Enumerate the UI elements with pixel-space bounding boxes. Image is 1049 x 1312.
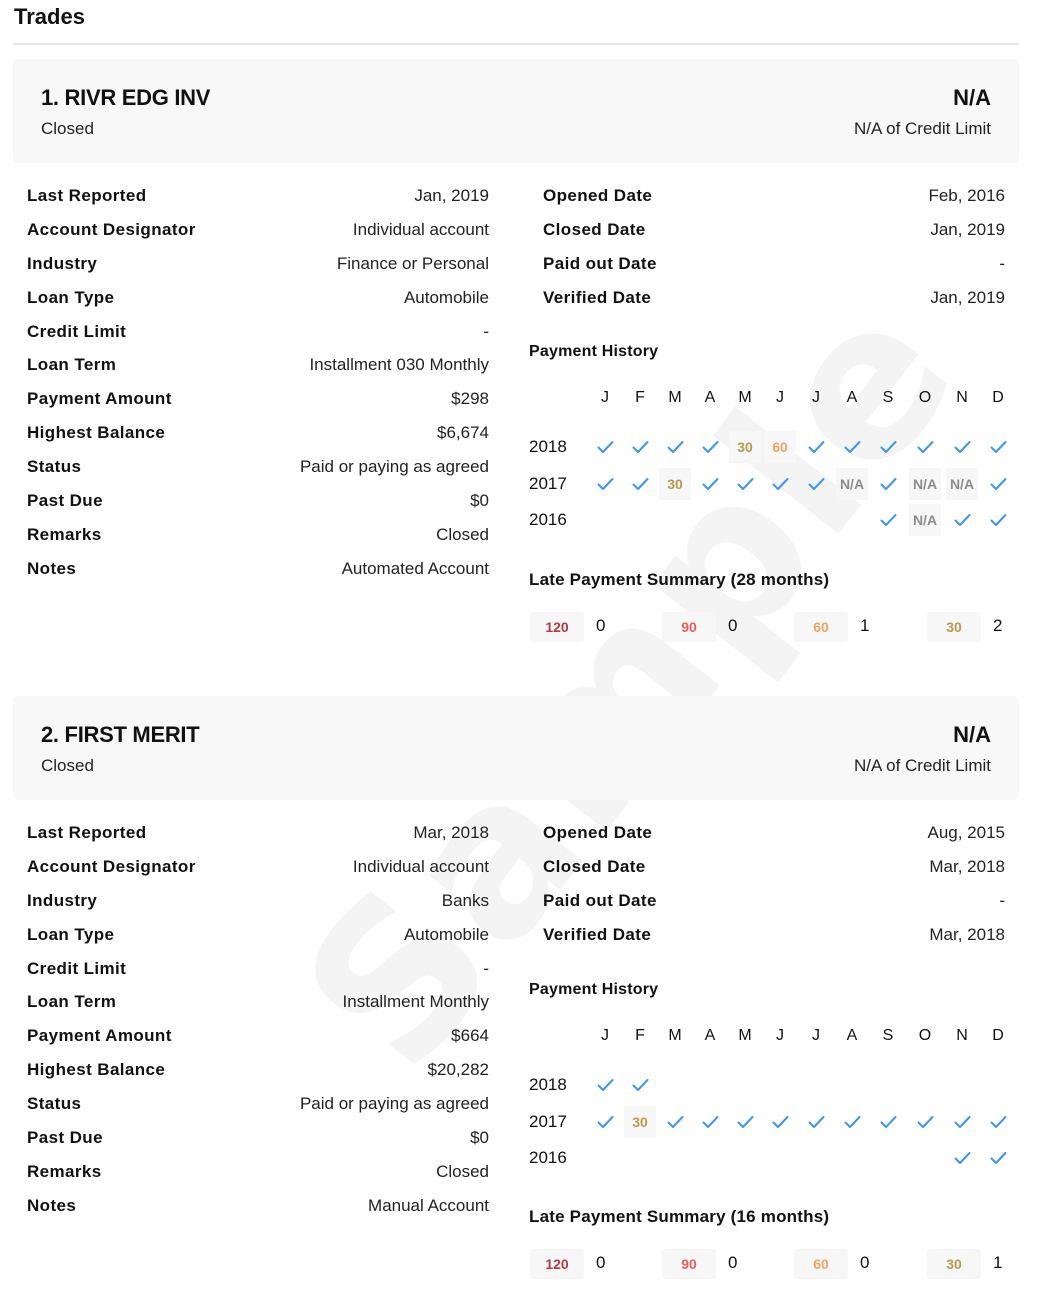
year-label: 2017 bbox=[529, 1111, 567, 1131]
late-days-badge: 60 bbox=[794, 612, 848, 642]
no-data-cell: N/A bbox=[946, 468, 978, 500]
late-60-cell: 60 bbox=[764, 431, 796, 463]
late-count: 2 bbox=[993, 616, 1003, 635]
late-30-cell: 30 bbox=[729, 431, 761, 463]
check-icon bbox=[880, 513, 897, 527]
detail-value: Closed bbox=[436, 524, 489, 544]
check-icon bbox=[880, 477, 897, 491]
check-icon bbox=[917, 440, 934, 454]
month-label: M bbox=[738, 389, 752, 406]
late-payment-summary-title: Late Payment Summary (16 months) bbox=[529, 1207, 830, 1226]
late-days-badge: 90 bbox=[662, 1249, 716, 1279]
detail-label: Past Due bbox=[27, 1127, 103, 1147]
detail-row bbox=[27, 850, 489, 884]
payment-history-row bbox=[529, 429, 1009, 465]
detail-value: $0 bbox=[470, 1127, 489, 1147]
detail-value: Installment Monthly bbox=[342, 992, 489, 1012]
payment-history-row bbox=[529, 1067, 1009, 1103]
detail-value: $664 bbox=[451, 1026, 489, 1046]
date-details bbox=[543, 179, 1005, 315]
late-30-cell: 30 bbox=[659, 468, 691, 500]
detail-row bbox=[27, 1053, 489, 1087]
detail-row bbox=[27, 918, 489, 952]
late-days-badge: 30 bbox=[927, 612, 981, 642]
month-label: O bbox=[918, 1027, 932, 1044]
detail-label: Industry bbox=[27, 890, 98, 910]
check-icon bbox=[772, 477, 789, 491]
detail-value: - bbox=[483, 958, 489, 978]
detail-value: Individual account bbox=[352, 856, 489, 876]
paid-on-time-cell bbox=[624, 431, 656, 463]
check-icon bbox=[917, 1115, 934, 1129]
detail-value: - bbox=[483, 321, 489, 341]
year-label: 2018 bbox=[529, 437, 567, 456]
late-days-badge: 120 bbox=[530, 612, 584, 642]
check-icon bbox=[808, 440, 825, 454]
month-label: D bbox=[992, 1027, 1004, 1044]
detail-label: Last Reported bbox=[27, 185, 147, 205]
year-label: 2016 bbox=[529, 510, 567, 529]
check-icon bbox=[880, 440, 897, 454]
late-count: 0 bbox=[596, 616, 606, 635]
trade-status: Closed bbox=[41, 119, 94, 138]
check-icon bbox=[597, 477, 614, 491]
check-icon bbox=[772, 1115, 789, 1129]
trade-balance: N/A bbox=[953, 85, 991, 110]
paid-on-time-cell bbox=[800, 431, 832, 463]
trade-name: 1. RIVR EDG INV bbox=[41, 85, 211, 110]
check-icon bbox=[632, 440, 649, 454]
detail-row bbox=[27, 484, 489, 518]
late-days-badge: 90 bbox=[662, 612, 716, 642]
detail-label: Paid out Date bbox=[543, 253, 657, 273]
detail-label: Payment Amount bbox=[27, 1026, 172, 1046]
title-divider bbox=[13, 43, 1019, 45]
month-label: F bbox=[635, 1027, 645, 1044]
paid-on-time-cell bbox=[982, 1142, 1014, 1174]
paid-on-time-cell bbox=[659, 1106, 691, 1138]
detail-value: Jan, 2019 bbox=[930, 219, 1005, 239]
detail-row bbox=[543, 213, 1005, 247]
late-count: 0 bbox=[728, 1253, 738, 1272]
detail-row bbox=[27, 1155, 489, 1189]
trade-status: Closed bbox=[41, 756, 94, 775]
paid-on-time-cell bbox=[982, 431, 1014, 463]
detail-label: Closed Date bbox=[543, 856, 646, 876]
late-payment-summary bbox=[530, 612, 1010, 644]
check-icon bbox=[954, 440, 971, 454]
paid-on-time-cell bbox=[729, 468, 761, 500]
paid-on-time-cell bbox=[800, 468, 832, 500]
trade-name: 2. FIRST MERIT bbox=[41, 722, 200, 747]
month-header bbox=[529, 389, 1009, 411]
detail-value: Paid or paying as agreed bbox=[299, 1094, 489, 1114]
detail-row bbox=[27, 179, 489, 213]
check-icon bbox=[702, 1115, 719, 1129]
detail-label: Credit Limit bbox=[27, 321, 127, 341]
month-label: J bbox=[812, 389, 820, 406]
detail-row bbox=[543, 850, 1005, 884]
detail-row bbox=[27, 1087, 489, 1121]
detail-value: Mar, 2018 bbox=[929, 856, 1005, 876]
month-label: A bbox=[846, 1027, 858, 1044]
paid-on-time-cell bbox=[659, 431, 691, 463]
trade-credit-limit: N/A of Credit Limit bbox=[854, 756, 991, 775]
detail-label: Closed Date bbox=[543, 219, 646, 239]
month-label: J bbox=[601, 389, 609, 406]
detail-label: Highest Balance bbox=[27, 1060, 166, 1080]
check-icon bbox=[990, 1151, 1007, 1165]
check-icon bbox=[954, 1115, 971, 1129]
paid-on-time-cell bbox=[946, 504, 978, 536]
check-icon bbox=[954, 513, 971, 527]
check-icon bbox=[990, 477, 1007, 491]
detail-row bbox=[27, 1189, 489, 1223]
detail-row bbox=[27, 518, 489, 552]
late-payment-summary bbox=[530, 1249, 1010, 1281]
trade-card bbox=[13, 59, 1019, 659]
paid-on-time-cell bbox=[589, 431, 621, 463]
detail-row bbox=[543, 884, 1005, 918]
detail-row bbox=[543, 281, 1005, 315]
paid-on-time-cell bbox=[624, 1069, 656, 1101]
detail-label: Account Designator bbox=[27, 856, 196, 876]
detail-row bbox=[27, 952, 489, 986]
month-label: D bbox=[992, 389, 1004, 406]
detail-value: Banks bbox=[441, 890, 489, 910]
detail-value: $20,282 bbox=[427, 1060, 489, 1080]
paid-on-time-cell bbox=[836, 431, 868, 463]
month-label: A bbox=[846, 389, 858, 406]
detail-label: Loan Term bbox=[27, 355, 117, 375]
detail-value: $6,674 bbox=[437, 423, 489, 443]
check-icon bbox=[702, 477, 719, 491]
no-data-cell: N/A bbox=[909, 468, 941, 500]
detail-value: Automated Account bbox=[341, 558, 489, 578]
detail-value: Individual account bbox=[352, 219, 489, 239]
late-count: 1 bbox=[860, 616, 870, 635]
month-header bbox=[529, 1027, 1009, 1049]
payment-history-row bbox=[529, 1104, 1009, 1140]
check-icon bbox=[667, 440, 684, 454]
detail-value: Automobile bbox=[403, 924, 489, 944]
year-label: 2017 bbox=[529, 473, 567, 493]
month-label: J bbox=[776, 1027, 784, 1044]
paid-on-time-cell bbox=[982, 1106, 1014, 1138]
detail-label: Loan Term bbox=[27, 992, 117, 1012]
detail-value: Aug, 2015 bbox=[927, 822, 1005, 842]
detail-label: Loan Type bbox=[27, 924, 115, 944]
detail-value: Paid or paying as agreed bbox=[299, 457, 489, 477]
detail-label: Verified Date bbox=[543, 924, 652, 944]
paid-on-time-cell bbox=[589, 1106, 621, 1138]
detail-label: Highest Balance bbox=[27, 423, 166, 443]
detail-label: Notes bbox=[27, 558, 77, 578]
detail-row bbox=[27, 1019, 489, 1053]
detail-value: $0 bbox=[470, 490, 489, 510]
paid-on-time-cell bbox=[872, 504, 904, 536]
detail-label: Account Designator bbox=[27, 219, 196, 239]
detail-label: Loan Type bbox=[27, 287, 115, 307]
paid-on-time-cell bbox=[982, 468, 1014, 500]
late-days-badge: 60 bbox=[794, 1249, 848, 1279]
detail-value: - bbox=[999, 890, 1005, 910]
detail-label: Verified Date bbox=[543, 287, 652, 307]
detail-label: Last Reported bbox=[27, 822, 147, 842]
check-icon bbox=[844, 1115, 861, 1129]
paid-on-time-cell bbox=[694, 468, 726, 500]
year-label: 2018 bbox=[529, 1075, 567, 1094]
month-label: N bbox=[956, 389, 968, 406]
month-label: O bbox=[918, 389, 932, 406]
payment-history-row bbox=[529, 1140, 1009, 1176]
month-label: A bbox=[704, 389, 716, 406]
check-icon bbox=[990, 440, 1007, 454]
trade-balance: N/A bbox=[953, 722, 991, 747]
trade-credit-limit: N/A of Credit Limit bbox=[854, 119, 991, 138]
check-icon bbox=[880, 1115, 897, 1129]
year-label: 2016 bbox=[529, 1148, 567, 1167]
detail-row bbox=[27, 382, 489, 416]
detail-row bbox=[27, 884, 489, 918]
detail-value: Manual Account bbox=[368, 1195, 489, 1215]
late-count: 0 bbox=[596, 1253, 606, 1272]
check-icon bbox=[597, 1078, 614, 1092]
check-icon bbox=[737, 477, 754, 491]
detail-value: Automobile bbox=[403, 287, 489, 307]
check-icon bbox=[990, 513, 1007, 527]
payment-history-title: Payment History bbox=[529, 981, 659, 998]
detail-label: Opened Date bbox=[543, 822, 653, 842]
detail-label: Opened Date bbox=[543, 185, 653, 205]
paid-on-time-cell bbox=[836, 1106, 868, 1138]
paid-on-time-cell bbox=[909, 1106, 941, 1138]
detail-row bbox=[543, 179, 1005, 213]
month-label: S bbox=[882, 1027, 894, 1044]
detail-value: Jan, 2019 bbox=[414, 185, 489, 205]
detail-label: Notes bbox=[27, 1195, 77, 1215]
month-label: M bbox=[668, 389, 682, 406]
check-icon bbox=[808, 1115, 825, 1129]
paid-on-time-cell bbox=[872, 1106, 904, 1138]
detail-row bbox=[543, 247, 1005, 281]
month-label: S bbox=[882, 389, 894, 406]
paid-on-time-cell bbox=[872, 431, 904, 463]
detail-row bbox=[27, 416, 489, 450]
detail-row bbox=[543, 918, 1005, 952]
late-30-cell: 30 bbox=[624, 1106, 656, 1138]
paid-on-time-cell bbox=[946, 431, 978, 463]
payment-history-row bbox=[529, 502, 1009, 538]
check-icon bbox=[737, 1115, 754, 1129]
paid-on-time-cell bbox=[694, 1106, 726, 1138]
check-icon bbox=[632, 477, 649, 491]
detail-label: Status bbox=[27, 457, 82, 477]
paid-on-time-cell bbox=[872, 468, 904, 500]
month-label: M bbox=[738, 1027, 752, 1044]
check-icon bbox=[667, 1115, 684, 1129]
late-count: 1 bbox=[993, 1253, 1003, 1272]
check-icon bbox=[597, 1115, 614, 1129]
late-days-badge: 120 bbox=[530, 1249, 584, 1279]
month-label: M bbox=[668, 1027, 682, 1044]
detail-value: Closed bbox=[436, 1161, 489, 1181]
check-icon bbox=[990, 1115, 1007, 1129]
month-label: N bbox=[956, 1027, 968, 1044]
month-label: A bbox=[704, 1027, 716, 1044]
account-details bbox=[27, 179, 489, 586]
detail-row bbox=[27, 985, 489, 1019]
late-count: 0 bbox=[728, 616, 738, 635]
month-label: F bbox=[635, 389, 645, 406]
detail-label: Status bbox=[27, 1094, 82, 1114]
detail-row bbox=[543, 816, 1005, 850]
late-count: 0 bbox=[860, 1253, 870, 1272]
detail-label: Remarks bbox=[27, 524, 102, 544]
month-label: J bbox=[776, 389, 784, 406]
detail-row bbox=[27, 816, 489, 850]
late-days-badge: 30 bbox=[927, 1249, 981, 1279]
check-icon bbox=[632, 1078, 649, 1092]
detail-row bbox=[27, 315, 489, 349]
payment-history-row bbox=[529, 466, 1009, 502]
detail-row bbox=[27, 348, 489, 382]
paid-on-time-cell bbox=[624, 468, 656, 500]
check-icon bbox=[808, 477, 825, 491]
date-details bbox=[543, 816, 1005, 952]
paid-on-time-cell bbox=[694, 431, 726, 463]
detail-label: Industry bbox=[27, 253, 98, 273]
trade-header bbox=[13, 696, 1019, 800]
detail-value: Jan, 2019 bbox=[930, 287, 1005, 307]
trade-card bbox=[13, 696, 1019, 1296]
paid-on-time-cell bbox=[589, 468, 621, 500]
paid-on-time-cell bbox=[946, 1142, 978, 1174]
detail-row bbox=[27, 552, 489, 586]
detail-value: Mar, 2018 bbox=[413, 822, 489, 842]
detail-label: Payment Amount bbox=[27, 389, 172, 409]
page-title: Trades bbox=[14, 4, 85, 29]
paid-on-time-cell bbox=[589, 1069, 621, 1101]
no-data-cell: N/A bbox=[909, 504, 941, 536]
paid-on-time-cell bbox=[764, 1106, 796, 1138]
check-icon bbox=[702, 440, 719, 454]
late-payment-summary-title: Late Payment Summary (28 months) bbox=[529, 570, 830, 589]
check-icon bbox=[597, 440, 614, 454]
paid-on-time-cell bbox=[982, 504, 1014, 536]
detail-value: Mar, 2018 bbox=[929, 924, 1005, 944]
payment-history-title: Payment History bbox=[529, 343, 659, 360]
detail-row bbox=[27, 247, 489, 281]
trade-header bbox=[13, 59, 1019, 163]
paid-on-time-cell bbox=[946, 1106, 978, 1138]
detail-row bbox=[27, 1121, 489, 1155]
detail-row bbox=[27, 450, 489, 484]
check-icon bbox=[844, 440, 861, 454]
detail-value: Feb, 2016 bbox=[928, 185, 1005, 205]
detail-label: Past Due bbox=[27, 490, 103, 510]
detail-value: $298 bbox=[451, 389, 489, 409]
paid-on-time-cell bbox=[800, 1106, 832, 1138]
detail-label: Paid out Date bbox=[543, 890, 657, 910]
detail-row bbox=[27, 213, 489, 247]
paid-on-time-cell bbox=[729, 1106, 761, 1138]
detail-row bbox=[27, 281, 489, 315]
detail-value: - bbox=[999, 253, 1005, 273]
detail-label: Remarks bbox=[27, 1161, 102, 1181]
month-label: J bbox=[601, 1027, 609, 1044]
detail-label: Credit Limit bbox=[27, 958, 127, 978]
account-details bbox=[27, 816, 489, 1223]
check-icon bbox=[954, 1151, 971, 1165]
detail-value: Installment 030 Monthly bbox=[309, 355, 489, 375]
paid-on-time-cell bbox=[764, 468, 796, 500]
no-data-cell: N/A bbox=[836, 468, 868, 500]
paid-on-time-cell bbox=[909, 431, 941, 463]
month-label: J bbox=[812, 1027, 820, 1044]
detail-value: Finance or Personal bbox=[336, 253, 489, 273]
